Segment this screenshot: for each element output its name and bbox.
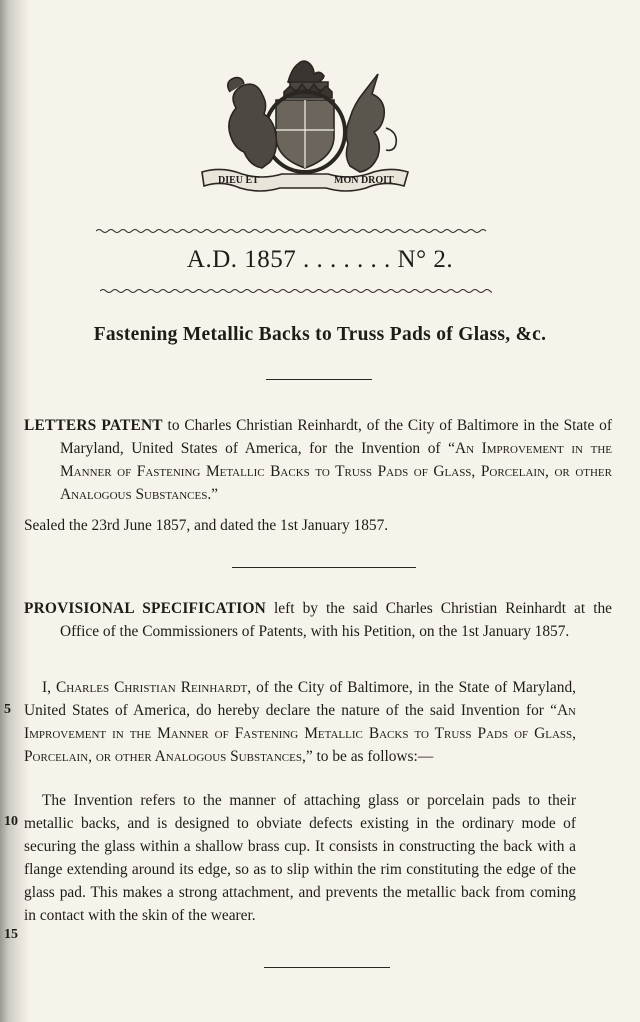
- year-label: A.D. 1857: [186, 246, 297, 273]
- patent-number: N° 2.: [397, 246, 454, 273]
- closing-quote: ”: [211, 486, 219, 503]
- invention-title: An Improvement in the Manner of Fastening Metallic Backs to Truss Pads of Glass, Porcelain, or other Analogous Substances.: [60, 440, 612, 503]
- section-divider-1: [266, 379, 372, 380]
- royal-coat-of-arms-icon: [196, 52, 414, 194]
- decorative-wavy-rule-bottom: [100, 288, 492, 294]
- patent-number-line: [0, 246, 640, 274]
- section-divider-3: [264, 967, 390, 968]
- document-title: Fastening Metallic Backs to Truss Pads of Glass, &c.: [93, 324, 547, 345]
- line-number-15: 15: [4, 927, 18, 942]
- inventor-name: Charles Christian Reinhardt: [56, 679, 248, 696]
- declaration-text: , of the City of Baltimore, in the State of Maryland, United States of America, do hereby declare the nature of the said Invention for “: [24, 679, 576, 719]
- svg-text:DIEU ET: DIEU ET: [218, 175, 259, 186]
- declaration-paragraph: [24, 676, 576, 768]
- decorative-wavy-rule-top: [96, 228, 492, 234]
- svg-text:MON DROIT: MON DROIT: [334, 175, 394, 186]
- provisional-specification-heading: PROVISIONAL SPECIFICATION: [24, 600, 266, 617]
- letters-patent-paragraph: [24, 414, 612, 506]
- specification-body-paragraph: The Invention refers to the manner of attaching glass or porcelain pads to their metallic backs, and is designed to obviate defects existing in the ordinary mode of securing the glass within a shallow brass cup. It consists in constructing the back with a flange extending around its edge, so as to slip within the rim constituting the edge of the glass pad. This makes a strong attachment, and prevents the metallic back from coming in contact with the skin of the wearer.: [24, 792, 576, 924]
- line-number-10: 10: [4, 814, 18, 829]
- sealed-date-line: Sealed the 23rd June 1857, and dated the 1st January 1857.: [24, 517, 389, 534]
- leader-dots: . . . . . . .: [296, 246, 398, 273]
- section-divider-2: [232, 567, 416, 568]
- declaration-invention-title: An Improvement in the Manner of Fastening Metallic Backs to Truss Pads of Glass, Porcelain, or other Analogous Substances,: [24, 702, 576, 765]
- letters-patent-text: to Charles Christian Reinhardt, of the City of Baltimore in the State of Maryland, United States of America, for the Invention of “: [60, 417, 612, 457]
- declaration-pronoun: I,: [42, 679, 57, 696]
- line-number-5: 5: [4, 702, 11, 717]
- letters-patent-heading: LETTERS PATENT: [24, 417, 163, 434]
- provisional-text: left by the said Charles Christian Reinhardt at the Office of the Commissioners of Patents, with his Petition, on the 1st January 1857.: [60, 600, 612, 640]
- declaration-closing: ” to be as follows:—: [305, 748, 434, 765]
- provisional-specification-paragraph: [24, 597, 612, 643]
